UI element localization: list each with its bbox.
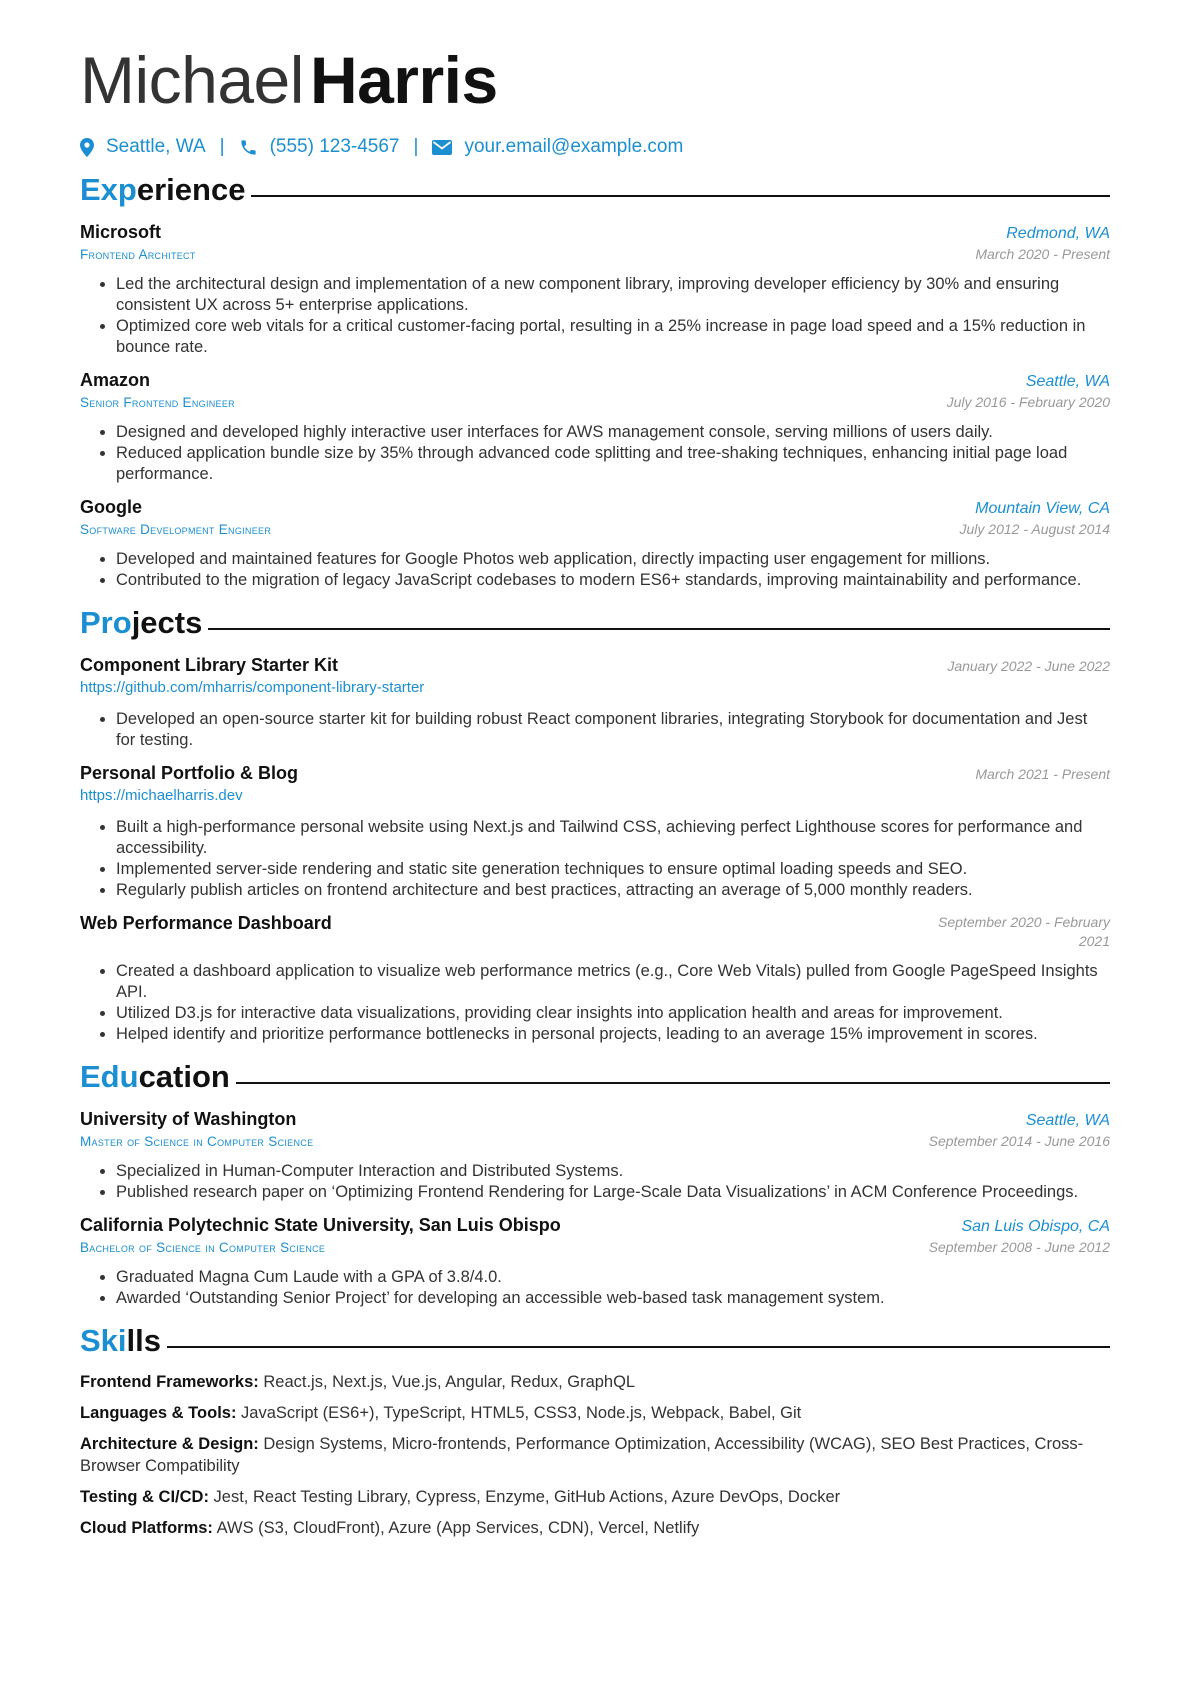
bullet-list bbox=[80, 549, 1110, 591]
skill-items: React.js, Next.js, Vue.js, Angular, Redux, GraphQL bbox=[263, 1373, 636, 1391]
location-item bbox=[80, 136, 206, 158]
bullet-item: • Led the architectural design and implementation of a new component library, improving developer efficiency by 30% and ensuring consistent UX across 5+ enterprise applications. bbox=[116, 274, 1110, 316]
bullet-list bbox=[80, 274, 1110, 358]
bullet-item: • Reduced application bundle size by 35% through advanced code splitting and tree-shaking techniques, enhancing initial page load performance. bbox=[116, 443, 1110, 485]
job-title: Senior Frontend Engineer bbox=[80, 395, 235, 410]
bullet-item: • Graduated Magna Cum Laude with a GPA of 3.8/4.0. bbox=[116, 1267, 1110, 1288]
project-entry bbox=[80, 913, 1110, 1045]
experience-entry bbox=[80, 222, 1110, 358]
degree: Bachelor of Science in Computer Science bbox=[80, 1240, 326, 1255]
education-entry bbox=[80, 1109, 1110, 1203]
bullet-list bbox=[80, 1267, 1110, 1309]
bullet-item: • Optimized core web vitals for a critical customer-facing portal, resulting in a 25% increase in page load speed and a 15% reduction in bounce rate. bbox=[116, 316, 1110, 358]
project-dates: September 2020 - February 2021 bbox=[938, 914, 1110, 949]
company-name: Amazon bbox=[80, 370, 151, 390]
section-rule bbox=[208, 628, 1110, 630]
skill-line bbox=[80, 1486, 1110, 1508]
bullet-list bbox=[80, 817, 1110, 901]
project-link[interactable]: https://github.com/mharris/component-library-starter bbox=[80, 679, 425, 696]
skill-items: Design Systems, Micro-frontends, Performance Optimization, Accessibility (WCAG), SEO Best Practices, Cross-Browser Compatibility bbox=[80, 1435, 1084, 1475]
contact-separator: | bbox=[219, 136, 225, 157]
location-text: Seattle, WA bbox=[106, 136, 206, 157]
bullet-item: • Published research paper on ‘Optimizing Frontend Rendering for Large-Scale Data Visualizations’ in ACM Conference Proceedings. bbox=[116, 1182, 1110, 1203]
project-entry bbox=[80, 763, 1110, 901]
phone-icon bbox=[239, 138, 258, 157]
project-entry bbox=[80, 655, 1110, 751]
section-rule bbox=[236, 1082, 1110, 1084]
skill-line bbox=[80, 1433, 1110, 1477]
education-dates: September 2008 - June 2012 bbox=[928, 1239, 1110, 1255]
project-dates: March 2021 - Present bbox=[975, 766, 1110, 782]
skill-category: Architecture & Design: bbox=[80, 1435, 259, 1453]
bullet-item: • Awarded ‘Outstanding Senior Project’ for developing an accessible web-based task management system. bbox=[116, 1288, 1110, 1309]
job-title: Frontend Architect bbox=[80, 247, 196, 262]
experience-entry bbox=[80, 370, 1110, 485]
projects-heading bbox=[80, 603, 1110, 643]
skill-items: JavaScript (ES6+), TypeScript, HTML5, CSS3, Node.js, Webpack, Babel, Git bbox=[241, 1404, 802, 1422]
candidate-name bbox=[80, 40, 1110, 120]
project-dates: January 2022 - June 2022 bbox=[947, 658, 1110, 674]
degree: Master of Science in Computer Science bbox=[80, 1134, 314, 1149]
bullet-list bbox=[80, 422, 1110, 485]
school-location: San Luis Obispo, CA bbox=[961, 1218, 1110, 1235]
bullet-item: • Built a high-performance personal website using Next.js and Tailwind CSS, achieving perfect Lighthouse scores for performance and accessibility. bbox=[116, 817, 1110, 859]
company-name: Microsoft bbox=[80, 222, 161, 242]
section-title: Skills bbox=[80, 1323, 161, 1358]
first-name: Michael bbox=[80, 43, 304, 117]
project-name: Web Performance Dashboard bbox=[80, 913, 332, 933]
section-rule bbox=[251, 195, 1110, 197]
skills-heading bbox=[80, 1321, 1110, 1361]
skill-line bbox=[80, 1371, 1110, 1393]
experience-entry bbox=[80, 497, 1110, 591]
phone-item[interactable] bbox=[239, 136, 400, 158]
phone-text: (555) 123-4567 bbox=[269, 136, 400, 157]
envelope-icon bbox=[432, 140, 452, 155]
project-name: Component Library Starter Kit bbox=[80, 655, 339, 675]
section-title: Projects bbox=[80, 605, 203, 640]
skill-category: Cloud Platforms: bbox=[80, 1519, 213, 1537]
skill-items: AWS (S3, CloudFront), Azure (App Services, CDN), Vercel, Netlify bbox=[216, 1519, 700, 1537]
job-title: Software Development Engineer bbox=[80, 522, 272, 537]
map-pin-icon bbox=[80, 138, 94, 157]
skills-list bbox=[80, 1371, 1110, 1539]
bullet-item: • Contributed to the migration of legacy JavaScript codebases to modern ES6+ standards, improving maintainability and performance. bbox=[116, 570, 1110, 591]
project-name: Personal Portfolio & Blog bbox=[80, 763, 299, 783]
skill-line bbox=[80, 1517, 1110, 1539]
bullet-item: • Specialized in Human-Computer Interaction and Distributed Systems. bbox=[116, 1161, 1110, 1182]
bullet-item: • Developed an open-source starter kit for building robust React component libraries, integrating Storybook for documentation and Jest for testing. bbox=[116, 709, 1110, 751]
school-name: California Polytechnic State University, San Luis Obispo bbox=[80, 1215, 561, 1235]
bullet-item: • Helped identify and prioritize performance bottlenecks in personal projects, leading to an average 15% improvement in scores. bbox=[116, 1024, 1110, 1045]
bullet-item: • Utilized D3.js for interactive data visualizations, providing clear insights into application health and areas for improvement. bbox=[116, 1003, 1110, 1024]
bullet-list bbox=[80, 961, 1110, 1045]
job-dates: March 2020 - Present bbox=[975, 246, 1110, 262]
bullet-list bbox=[80, 709, 1110, 751]
bullet-item: • Implemented server-side rendering and static site generation techniques to ensure optimal loading speeds and SEO. bbox=[116, 859, 1110, 880]
last-name: Harris bbox=[309, 43, 498, 117]
job-location: Seattle, WA bbox=[1025, 373, 1110, 390]
contact-bar bbox=[80, 134, 1110, 160]
education-entry bbox=[80, 1215, 1110, 1309]
bullet-item: • Created a dashboard application to visualize web performance metrics (e.g., Core Web Vitals) pulled from Google PageSpeed Insights API. bbox=[116, 961, 1110, 1003]
company-name: Google bbox=[80, 497, 142, 517]
education-heading bbox=[80, 1057, 1110, 1097]
job-location: Redmond, WA bbox=[1006, 225, 1110, 242]
school-name: University of Washington bbox=[80, 1109, 297, 1129]
section-title: Experience bbox=[80, 172, 246, 207]
job-dates: July 2012 - August 2014 bbox=[959, 521, 1110, 537]
skill-category: Testing & CI/CD: bbox=[80, 1488, 209, 1506]
job-location: Mountain View, CA bbox=[975, 500, 1110, 517]
email-item[interactable] bbox=[432, 136, 683, 158]
school-location: Seattle, WA bbox=[1025, 1112, 1110, 1129]
section-rule bbox=[167, 1346, 1110, 1348]
project-link[interactable]: https://michaelharris.dev bbox=[80, 787, 243, 804]
bullet-list bbox=[80, 1161, 1110, 1203]
bullet-item: • Regularly publish articles on frontend architecture and best practices, attracting an average of 5,000 monthly readers. bbox=[116, 880, 1110, 901]
education-dates: September 2014 - June 2016 bbox=[928, 1133, 1110, 1149]
skill-items: Jest, React Testing Library, Cypress, Enzyme, GitHub Actions, Azure DevOps, Docker bbox=[213, 1488, 841, 1506]
bullet-item: • Developed and maintained features for Google Photos web application, directly impacting user engagement for millions. bbox=[116, 549, 1110, 570]
section-title: Education bbox=[80, 1059, 230, 1094]
contact-separator: | bbox=[413, 136, 419, 157]
skill-category: Languages & Tools: bbox=[80, 1404, 237, 1422]
job-dates: July 2016 - February 2020 bbox=[946, 394, 1110, 410]
experience-heading bbox=[80, 170, 1110, 210]
email-text: your.email@example.com bbox=[464, 136, 684, 157]
skill-category: Frontend Frameworks: bbox=[80, 1373, 259, 1391]
bullet-item: • Designed and developed highly interactive user interfaces for AWS management console, serving millions of users daily. bbox=[116, 422, 1110, 443]
skill-line bbox=[80, 1402, 1110, 1424]
